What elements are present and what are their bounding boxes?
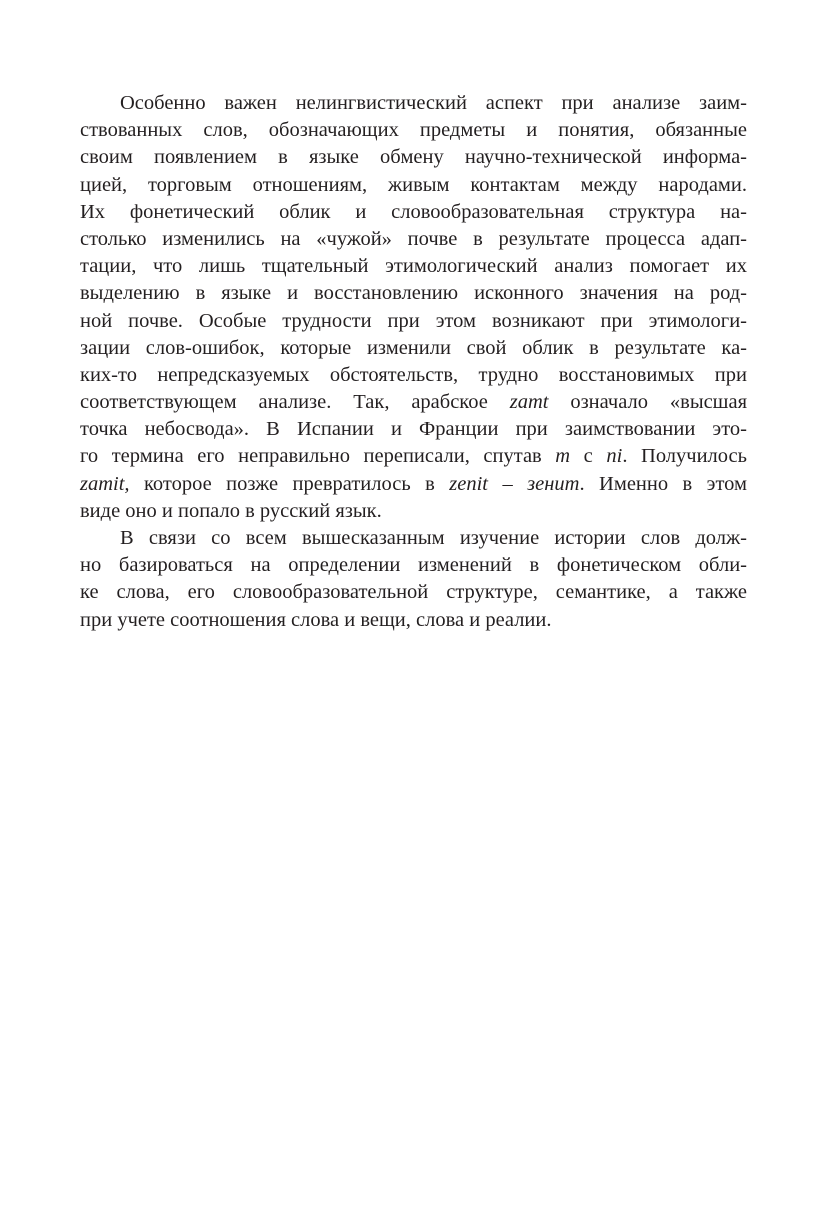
italic-term: m [555, 445, 571, 468]
text-line [80, 280, 747, 307]
text-segment: В связи со всем вышесказанным изучение истории слов долж- [120, 527, 747, 549]
text-line [80, 498, 747, 525]
text-segment: Особенно важен нелингвистический аспект при анализе заим- [120, 92, 747, 114]
page-body [80, 90, 747, 634]
text-line [80, 335, 747, 362]
italic-term: зенит [527, 472, 580, 495]
text-segment: означало «высшая [548, 391, 747, 414]
text-segment: цией, торговым отношениям, живым контактам между народами. [80, 173, 747, 196]
text-line [80, 144, 747, 171]
text-line [80, 226, 747, 253]
paragraph [80, 525, 747, 634]
text-line [80, 172, 747, 199]
text-segment: зации слов-ошибок, которые изменили свой облик в результате ка- [80, 336, 747, 359]
text-line [80, 389, 747, 416]
text-line [80, 362, 747, 389]
text-segment: выделению в языке и восстановлению исконного значения на род- [80, 282, 747, 305]
text-segment: при учете соотношения слова и вещи, слова и реалии. [80, 608, 552, 631]
text-line [80, 607, 747, 634]
italic-term: zenit [449, 472, 488, 495]
text-line [80, 117, 747, 144]
italic-term: ni [606, 445, 623, 468]
text-segment: – [488, 472, 528, 495]
text-segment: . Именно в этом [579, 472, 747, 495]
italic-term: zamt [509, 391, 549, 414]
text-segment: Их фонетический облик и словообразовательная структура на- [80, 200, 747, 223]
text-line [80, 552, 747, 579]
text-line [80, 579, 747, 606]
text-segment: ких-то непредсказуемых обстоятельств, трудно восстановимых при [80, 363, 747, 386]
text-line [80, 253, 747, 280]
text-segment: тации, что лишь тщательный этимологический анализ помогает их [80, 255, 747, 278]
paragraph [80, 90, 747, 525]
text-segment: . Получилось [622, 445, 747, 468]
text-segment: точка небосвода». В Испании и Франции при заимствовании это- [80, 418, 747, 441]
text-segment: ке слова, его словообразовательной структуре, семантике, а также [80, 581, 747, 604]
text-line [80, 90, 747, 117]
text-line [80, 525, 747, 552]
text-segment: ствованных слов, обозначающих предметы и понятия, обязанные [80, 119, 747, 142]
text-line [80, 308, 747, 335]
text-line [80, 416, 747, 443]
text-line [80, 199, 747, 226]
text-segment: ной почве. Особые трудности при этом возникают при этимологи- [80, 309, 747, 332]
text-segment: го термина его неправильно переписали, спутав [80, 445, 556, 468]
text-line [80, 443, 747, 470]
italic-term: zamit, [80, 472, 130, 495]
text-segment: столько изменились на «чужой» почве в результате процесса адап- [80, 227, 747, 250]
text-segment: которое позже превратилось в [129, 472, 450, 495]
text-line [80, 471, 747, 498]
text-segment: но базироваться на определении изменений в фонетическом обли- [80, 554, 747, 577]
text-segment: с [570, 445, 607, 468]
text-segment: своим появлением в языке обмену научно-технической информа- [80, 146, 747, 169]
text-segment: виде оно и попало в русский язык. [80, 499, 382, 522]
text-segment: соответствующем анализе. Так, арабское [80, 391, 510, 414]
